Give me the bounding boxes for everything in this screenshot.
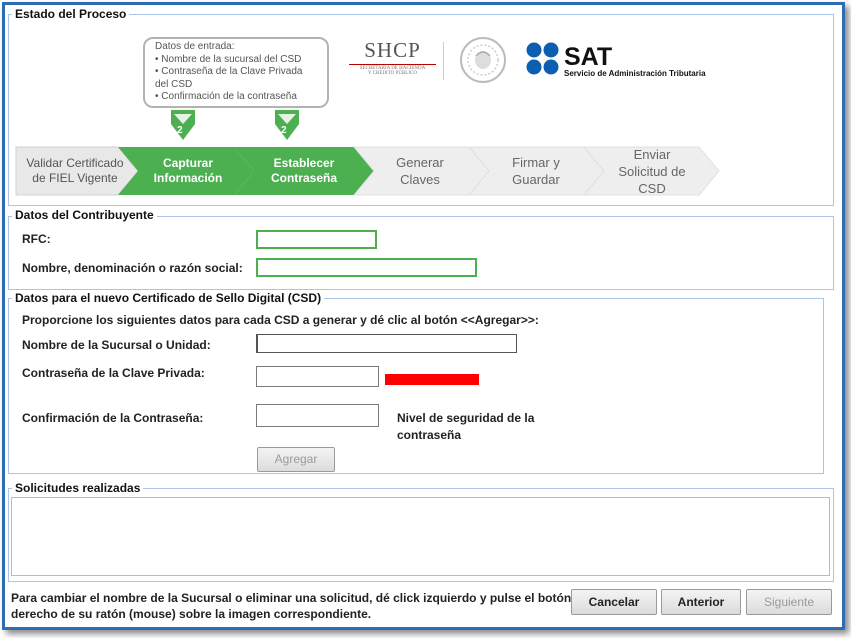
step-label: Guardar: [512, 172, 560, 187]
step-label: Validar Certificado: [26, 156, 124, 170]
confirm-label: Confirmación de la Contraseña:: [22, 411, 204, 425]
tooltip-title: Datos de entrada:: [155, 41, 235, 52]
sucursal-field[interactable]: [256, 334, 517, 353]
sat-logo-sub: Servicio de Administración Tributaria: [564, 69, 706, 78]
tooltip-line: • Contraseña de la Clave Privada: [155, 66, 303, 77]
contribuyente-legend: Datos del Contribuyente: [12, 208, 157, 222]
tooltip-line: • Confirmación de la contraseña: [155, 91, 297, 102]
sat-logo-name: SAT: [564, 43, 613, 71]
csd-instructions: Proporcione los siguientes datos para cada CSD a generar y dé clic al botón <<Agregar>>:: [22, 313, 539, 327]
step-enviar-solicitud: [604, 146, 700, 196]
contribuyente-group: [8, 216, 834, 290]
shcp-logo-name: SHCP: [364, 38, 421, 62]
step-label: Establecer: [273, 156, 335, 170]
password-label: Contraseña de la Clave Privada:: [22, 366, 205, 380]
next-button[interactable]: Siguiente: [746, 589, 832, 615]
csd-legend: Datos para el nuevo Certificado de Sello Digital (CSD): [12, 291, 324, 305]
tooltip-line: del CSD: [155, 78, 193, 90]
add-button[interactable]: Agregar: [257, 447, 335, 472]
step-generar-claves: [372, 146, 468, 196]
step-marker-number: 2: [177, 125, 183, 136]
process-legend: Estado del Proceso: [12, 7, 129, 21]
step-capturar-informacion: [138, 146, 238, 196]
step-label: Información: [153, 171, 223, 185]
step-label: Firmar y: [512, 155, 560, 170]
security-level-label: Nivel de seguridad de la: [397, 411, 535, 425]
input-data-tooltip: [143, 37, 329, 108]
step-firmar-guardar: [488, 146, 584, 196]
logo-divider: [443, 42, 444, 80]
step-label: de FIEL Vigente: [32, 171, 118, 185]
nombre-field[interactable]: [256, 258, 477, 277]
shcp-logo: [345, 38, 440, 82]
solicitudes-list[interactable]: [11, 497, 830, 576]
shcp-logo-sub: SECRETARÍA DE HACIENDA: [359, 66, 426, 71]
security-level-label: contraseña: [397, 428, 462, 442]
step-validar-fiel: [16, 146, 134, 196]
rfc-label: RFC:: [22, 232, 51, 246]
rfc-field[interactable]: [256, 230, 377, 249]
mexico-seal-icon: [458, 36, 508, 84]
footer-note-line: derecho de su ratón (mouse) sobre la imagen correspondiente.: [11, 607, 372, 621]
shcp-logo-sub: Y CRÉDITO PÚBLICO: [368, 71, 417, 76]
step-label: Solicitud de: [618, 163, 686, 179]
step-label: Capturar: [162, 156, 213, 170]
step-marker-arrow: [168, 110, 198, 142]
step-establecer-contrasena: [254, 146, 354, 196]
sat-logo-icon: [525, 42, 561, 76]
footer-note: [11, 590, 571, 622]
cancel-button[interactable]: Cancelar: [571, 589, 657, 615]
step-label: Generar: [396, 155, 444, 170]
nombre-label: Nombre, denominación o razón social:: [22, 261, 243, 275]
step-label: Enviar: [633, 146, 671, 162]
solicitudes-legend: Solicitudes realizadas: [12, 481, 143, 495]
previous-button[interactable]: Anterior: [661, 589, 741, 615]
password-field[interactable]: [256, 366, 379, 387]
step-label: Claves: [400, 172, 440, 187]
step-marker-arrow: [272, 110, 302, 142]
footer-note-line: Para cambiar el nombre de la Sucursal o eliminar una solicitud, dé click izquierdo y pulse el botón: [11, 591, 572, 605]
tooltip-line: • Nombre de la sucursal del CSD: [155, 53, 302, 65]
password-strength-bar: [385, 374, 479, 385]
step-label: CSD: [638, 180, 666, 196]
step-label: Contraseña: [270, 171, 338, 185]
step-marker-number: 2: [281, 125, 287, 136]
confirm-password-field[interactable]: [256, 404, 379, 427]
sucursal-label: Nombre de la Sucursal o Unidad:: [22, 338, 211, 352]
